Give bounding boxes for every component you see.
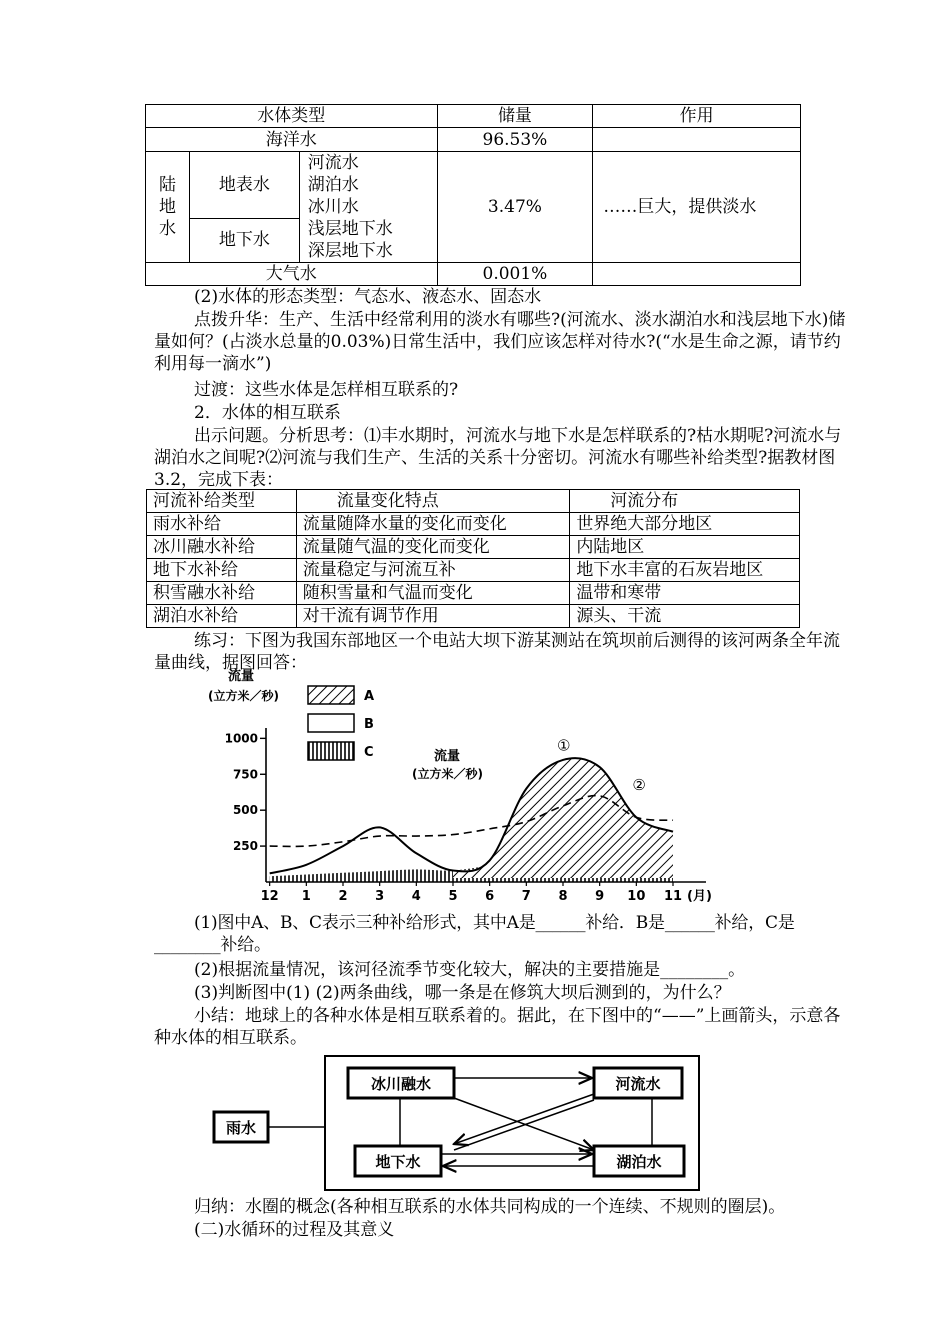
surface-label: 地表水: [189, 152, 299, 219]
subtype: 河流水: [307, 153, 359, 173]
header-storage: 储量: [437, 105, 593, 128]
para-conclusion: 归纳：水圈的概念(各种相互联系的水体共同构成的一个连续、不规则的圈层)。: [194, 1197, 786, 1217]
ocean-label: 海洋水: [146, 128, 438, 152]
rt-header-type: 河流补给类型: [147, 490, 297, 513]
legend-b-label: B: [364, 717, 374, 732]
ocean-amount: 96.53%: [437, 128, 593, 152]
y-axis-unit: (立方米／秒): [208, 689, 279, 703]
land-amount: 3.47%: [437, 152, 593, 263]
table-row: 湖泊水补给 对干流有调节作用 源头、干流: [147, 605, 800, 628]
question-3: (3)判断图中(1) (2)两条曲线，哪一条是在修筑大坝后测到的，为什么？: [194, 983, 731, 1003]
y-tick-label: 500: [232, 803, 258, 818]
para-question: 出示问题。分析思考：⑴丰水期时，河流水与地下水是怎样联系的?枯水期呢?河流水与湖泊水之间呢?⑵河流与我们生产、生活的关系十分密切。河流水有哪些补给类型?据教材图3.2，完成下表：: [154, 426, 842, 490]
legend-c-label: C: [364, 745, 374, 760]
inner-label: 流量: [434, 749, 461, 764]
atmos-label: 大气水: [146, 263, 438, 286]
river-label: 河流水: [615, 1075, 661, 1093]
river-ground-link-1: [454, 1094, 594, 1144]
para-transition: 过渡：这些水体是怎样相互联系的?: [194, 380, 459, 400]
table-row: 地下水补给 流量稳定与河流互补 地下水丰富的石灰岩地区: [147, 559, 800, 582]
ground-label: 地下水: [189, 218, 299, 262]
x-tick-label: 2: [338, 889, 348, 904]
question-2: (2)根据流量情况，该河径流季节变化较大，解决的主要措施是________。: [194, 960, 746, 980]
x-tick-label: 11: [663, 889, 683, 904]
inner-unit: (立方米／秒): [412, 767, 483, 781]
water-storage-table: [145, 104, 801, 286]
subtype: 深层地下水: [307, 241, 393, 261]
subtype: 湖泊水: [307, 175, 359, 195]
subtype: 冰川水: [307, 197, 359, 217]
river-supply-table: [146, 489, 800, 628]
legend-b-swatch: [308, 714, 354, 732]
x-tick-label: 5: [448, 889, 458, 904]
legend-c-swatch: [308, 742, 354, 760]
x-tick-label: 8: [558, 889, 568, 904]
question-1: (1)图中A、B、C表示三种补给形式，其中A是______补给．B是______补给，C是________补给。: [154, 913, 795, 955]
section-heading-2: (二)水循环的过程及其意义: [194, 1220, 395, 1240]
x-tick-label: 10: [627, 889, 646, 904]
legend-a-label: A: [364, 689, 375, 704]
rt-header-dist: 河流分布: [570, 490, 800, 513]
curve-label-2: ②: [632, 776, 646, 795]
y-tick-label: 750: [232, 767, 258, 782]
ground-label: 地下水: [375, 1153, 421, 1171]
subtype: 浅层地下水: [307, 219, 393, 239]
para-tip: 点拨升华：生产、生活中经常利用的淡水有哪些?(河流水、淡水湖泊水和浅层地下水)储量如何？(占淡水总量的0.03%)日常生活中，我们应该怎样对待水?(“水是生命之源，请节约利用每一滴水”): [154, 310, 846, 374]
flow-chart: [200, 664, 740, 912]
x-tick-label: 1: [301, 889, 311, 904]
x-tick-label: 12: [260, 889, 279, 904]
table-row: 雨水补给 流量随降水量的变化而变化 世界绝大部分地区: [147, 513, 800, 536]
lake-label: 湖泊水: [616, 1153, 662, 1171]
glacier-label: 冰川融水: [370, 1075, 432, 1093]
water-link-diagram: [200, 1050, 710, 1194]
curve-label-1: ①: [557, 736, 571, 755]
para-summary: 小结：地球上的各种水体是相互联系着的。据此，在下图中的“——”上画箭头，示意各种水体的相互联系。: [154, 1006, 841, 1048]
para-exercise: 练习：下图为我国东部地区一个电站大坝下游某测站在筑坝前后测得的该河两条全年流量曲线，据图回答：: [154, 631, 840, 673]
x-tick-label: 4: [411, 889, 421, 904]
y-tick-label: 1000: [224, 731, 258, 746]
rain-label: 雨水: [225, 1119, 257, 1137]
land-subtypes: [299, 152, 437, 263]
x-axis-unit: (月): [687, 889, 712, 904]
para-forms: (2)水体的形态类型：气态水、液态水、固态水: [194, 287, 542, 307]
legend-a-swatch: [308, 686, 354, 704]
x-tick-label: 3: [375, 889, 385, 904]
x-tick-label: 7: [521, 889, 531, 904]
x-tick-label: 6: [485, 889, 495, 904]
table-row: 积雪融水补给 随积雪量和气温而变化 温带和寒带: [147, 582, 800, 605]
header-use: 作用: [593, 105, 801, 128]
land-label: 陆 地 水: [146, 152, 190, 263]
y-tick-label: 250: [232, 839, 258, 854]
y-axis-title: 流量: [228, 669, 255, 684]
table-row: 冰川融水补给 流量随气温的变化而变化 内陆地区: [147, 536, 800, 559]
atmos-amount: 0.001%: [437, 263, 593, 286]
section-heading: 2．水体的相互联系: [194, 403, 341, 423]
header-water-type: 水体类型: [146, 105, 438, 128]
rt-header-change: 流量变化特点: [296, 490, 570, 513]
land-use: ……巨大，提供淡水: [593, 152, 801, 263]
x-tick-label: 9: [595, 889, 605, 904]
